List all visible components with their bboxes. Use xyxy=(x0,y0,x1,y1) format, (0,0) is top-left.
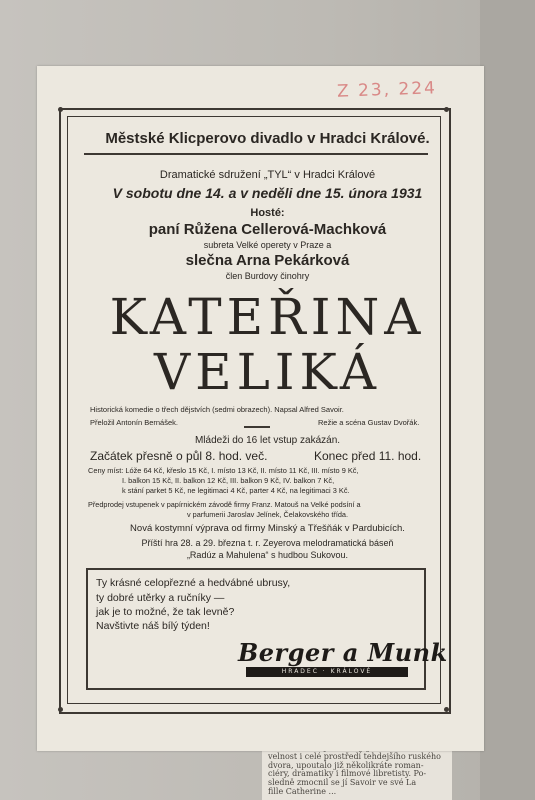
age-notice: Mládeži do 16 let vstup zakázán. xyxy=(194,435,341,446)
guest-1: paní Růžena Cellerová-Machková xyxy=(148,221,387,238)
performance-dates: V sobotu dne 14. a v neděli dne 15. února 1931 xyxy=(112,185,423,201)
corner-ornament xyxy=(58,107,63,112)
end-time: Konec před 11. hod. xyxy=(314,449,422,463)
clipping-line: ciéry, dramatiky i filmové libretisty. Po- xyxy=(268,769,427,779)
header-rule xyxy=(84,153,428,155)
logo-location-bar: HRADEC · KRÁLOVÉ xyxy=(246,667,408,677)
short-rule xyxy=(244,426,270,428)
clipping-line: velnost i celé prostředí tehdejšího ruského xyxy=(268,751,441,761)
newspaper-clipping xyxy=(262,744,452,800)
theatre-name: Městské Klicperovo divadlo v Hradci Králové. xyxy=(105,130,430,147)
clipping-line: dvora, upoutalo již několikráte roman- xyxy=(268,760,424,770)
association: Dramatické sdružení „TYL“ v Hradci Králové xyxy=(159,169,376,181)
costumes-note: Nová kostymní výprava od firmy Minský a Třešňák v Pardubicích. xyxy=(130,523,405,534)
play-title-line-1: KATEŘINA xyxy=(109,288,426,346)
corner-ornament xyxy=(444,107,449,112)
presale-line-2: v parfumerii Jaroslav Jelínek, Čelakovského třída. xyxy=(186,510,348,519)
advert-line-3: jak je to možné, že tak levně? xyxy=(96,606,235,618)
next-play-line-2: „Radúz a Mahulena“ s hudbou Sukovou. xyxy=(186,550,349,560)
director: Režie a scéna Gustav Dvořák. xyxy=(318,418,420,427)
guest-2-role: člen Burdovy činohry xyxy=(225,271,310,281)
advert-line-4: Navštivte náš bílý týden! xyxy=(96,620,210,632)
presale-line-1: Předprodej vstupenek v papírnickém závodě firmy Franz. Matouš na Velké podsíní a xyxy=(88,500,361,509)
advert-line-1: Ty krásné celopřezné a hedvábné ubrusy, xyxy=(96,577,291,589)
corner-ornament xyxy=(444,707,449,712)
next-play-line-1: Příští hra 28. a 29. března t. r. Zeyerova melodramatická báseň xyxy=(141,538,394,548)
advert-line-2: ty dobré utěrky a ručníky — xyxy=(96,592,225,604)
prices-line-2: I. balkon 15 Kč, II. balkon 12 Kč, III. balkon 9 Kč, IV. balkon 7 Kč, xyxy=(122,476,335,485)
archive-number: Z 23, 224 xyxy=(336,78,438,102)
prices-line-1: Ceny míst: Lóže 64 Kč, křeslo 15 Kč, I. místo 13 Kč, II. místo 11 Kč, III. místo 9 Kč, xyxy=(88,466,359,475)
guests-label: Hosté: xyxy=(250,207,285,219)
clipping-line: sledně zmocnil se jí Savoir ve své La xyxy=(268,778,417,788)
clipping-line: fille Catherine ... xyxy=(268,786,337,796)
play-subtitle: Historická komedie o třech dějstvích (sedmi obrazech). Napsal Alfred Savoir. xyxy=(90,405,344,414)
guest-2: slečna Arna Pekárková xyxy=(185,252,350,269)
play-title-line-2: VELIKÁ xyxy=(154,343,381,401)
guest-1-role: subreta Velké operety v Praze a xyxy=(203,240,332,250)
berger-munk-logo: Berger a Munk xyxy=(238,638,448,667)
corner-ornament xyxy=(58,707,63,712)
translator: Přeložil Antonín Bernášek. xyxy=(90,418,178,427)
start-time: Začátek přesně o půl 8. hod. več. xyxy=(90,449,268,463)
prices-line-3: k stání parket 5 Kč, ne legitimaci 4 Kč, parter 4 Kč, na legitimaci 3 Kč. xyxy=(122,486,350,495)
